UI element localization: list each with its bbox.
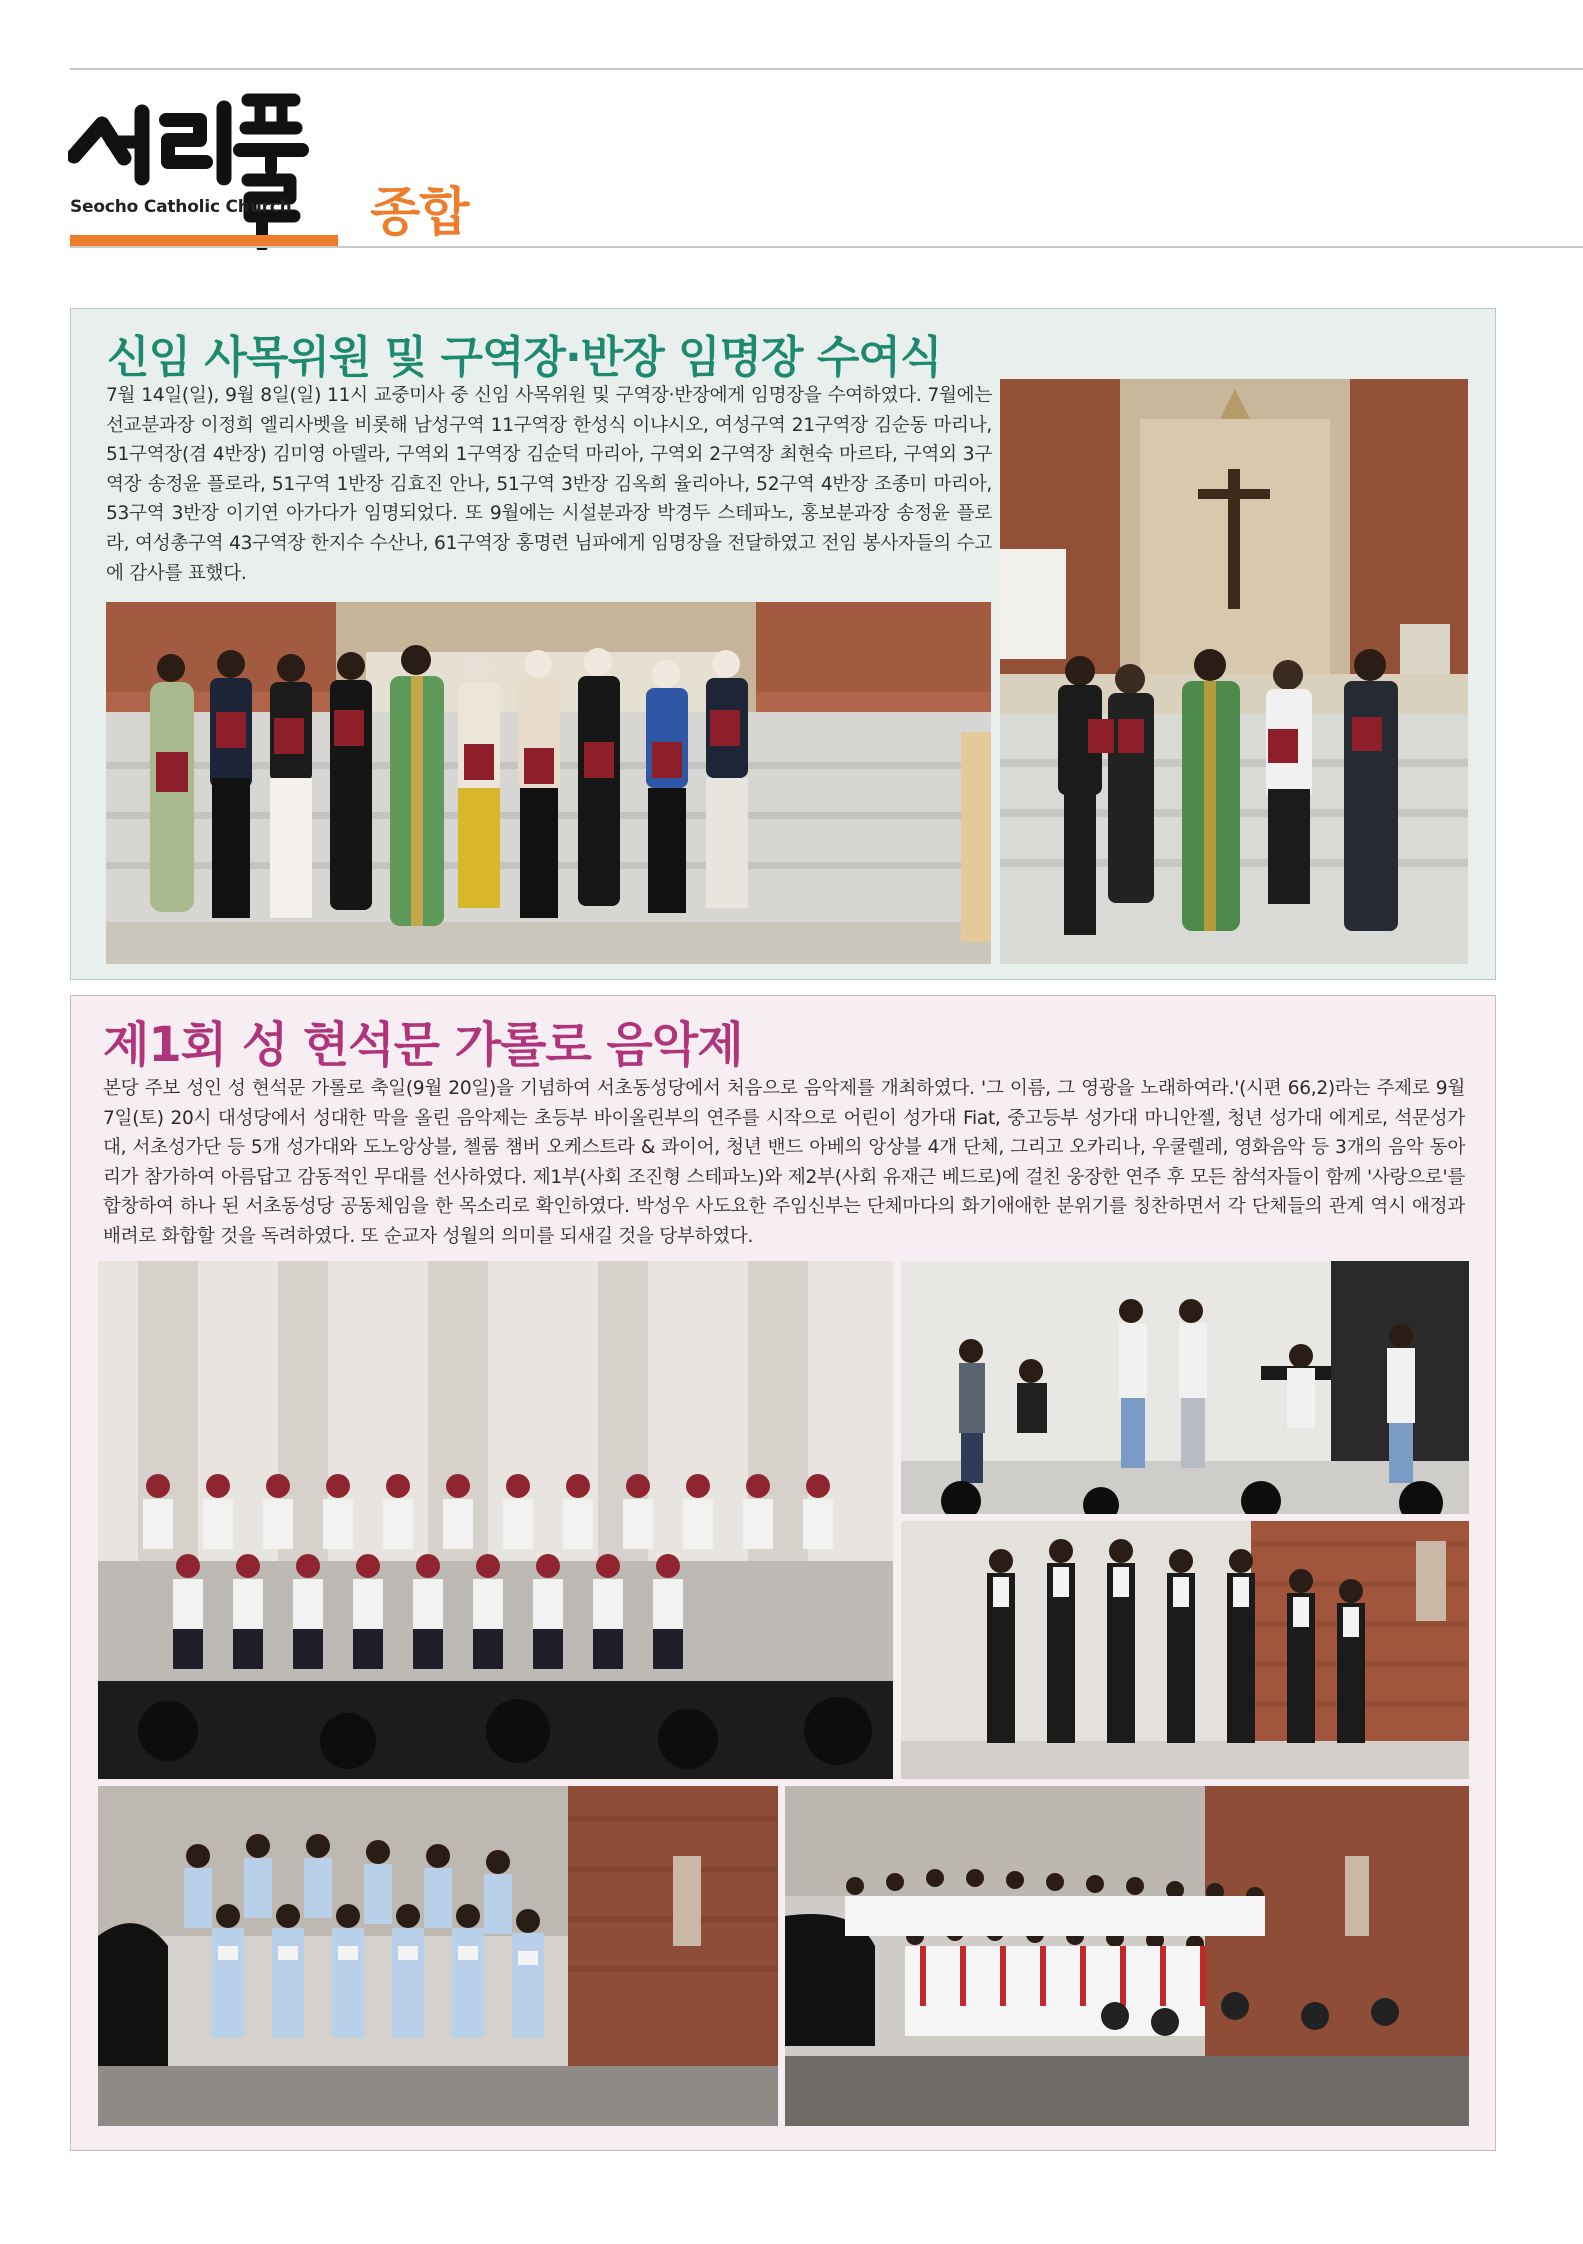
article-title: 신임 사목위원 및 구역장·반장 임명장 수여식	[107, 332, 942, 383]
logo-subtitle: Seocho Catholic Church	[70, 197, 292, 217]
header-rule-top	[70, 68, 1583, 70]
section-label: 종합	[370, 183, 469, 243]
article-body: 본당 주보 성인 성 현석문 가롤로 축일(9월 20일)을 기념하여 서초동성당에서 처음으로 음악제를 개최하였다. '그 이름, 그 영광을 노래하여라.'(시편 66,2)라는 주제로 9월 7일(토) 20시 대성당에서 성대한 막을 올린 음악제는 초등부 바이올린부의 연주를 시작으로 어린이 성가대 Fiat, 중고등부 성가대 마니안젤, 청년 성가대 에게로, 석문성가대, 서초성가단 등 5개 성가대와 도노앙상블, 첼룸 챔버 오케스트라 & 콰이어, 청년 밴드 아베의 앙상블 4개 단체, 그리고 오카리나, 우쿨렐레, 영화음악 등 3개의 음악 동아리가 참가하여 아름답고 감동적인 무대를 선사하였다. 제1부(사회 조진형 스테파노)와 제2부(사회 유재근 베드로)에 걸친 웅장한 연주 후 모든 참석자들이 함께 '사랑으로'를 합창하여 하나 된 서초동성당 공동체임을 한 목소리로 확인하였다. 박성우 사도요한 주임신부는 단체마다의 화기애애한 분위기를 칭찬하면서 각 단체들의 관계 역시 애정과 배려로 화합할 것을 독려하였다. 또 순교자 성월의 의미를 되새길 것을 당부하였다.	[103, 1078, 1465, 1247]
photo-appointees-group	[106, 602, 991, 964]
photo-adult-choir	[98, 1786, 778, 2126]
photo-altar-group	[1000, 379, 1468, 964]
seoripul-logo	[68, 78, 368, 250]
header-rule-bottom	[70, 246, 1583, 248]
article-music-festival	[70, 995, 1496, 2151]
photo-children-choir	[98, 1261, 893, 1779]
article-appointment	[70, 308, 1496, 980]
article-title: 제1회 성 현석문 가롤로 음악제	[103, 1017, 743, 1073]
photo-youth-band	[901, 1261, 1469, 1514]
article-body: 7월 14일(일), 9월 8일(일) 11시 교중미사 중 신임 사목위원 및 구역장·반장에게 임명장을 수여하였다. 7월에는 선교분과장 이정희 엘리사벳을 비롯해 남성구역 11구역장 한성식 이냐시오, 여성구역 21구역장 김순동 마리나, 51구역장(겸 4반장) 김미영 아델라, 구역외 1구역장 김순덕 마리아, 구역외 2구역장 최현숙 마르타, 구역외 3구역장 송정윤 플로라, 51구역 1반장 김효진 안나, 51구역 3반장 김옥희 율리아나, 52구역 4반장 조종미 마리아, 53구역 3반장 이기연 아가다가 임명되었다. 또 9월에는 시설분과장 박경두 스테파노, 홍보분과장 송정윤 플로라, 여성총구역 43구역장 한지수 수산나, 61구역장 홍명련 님파에게 임명장을 전달하였고 전임 봉사자들의 수고에 감사를 표했다.	[106, 385, 992, 584]
photo-orchestra-choir	[785, 1786, 1469, 2126]
photo-youth-choir	[901, 1521, 1469, 1779]
